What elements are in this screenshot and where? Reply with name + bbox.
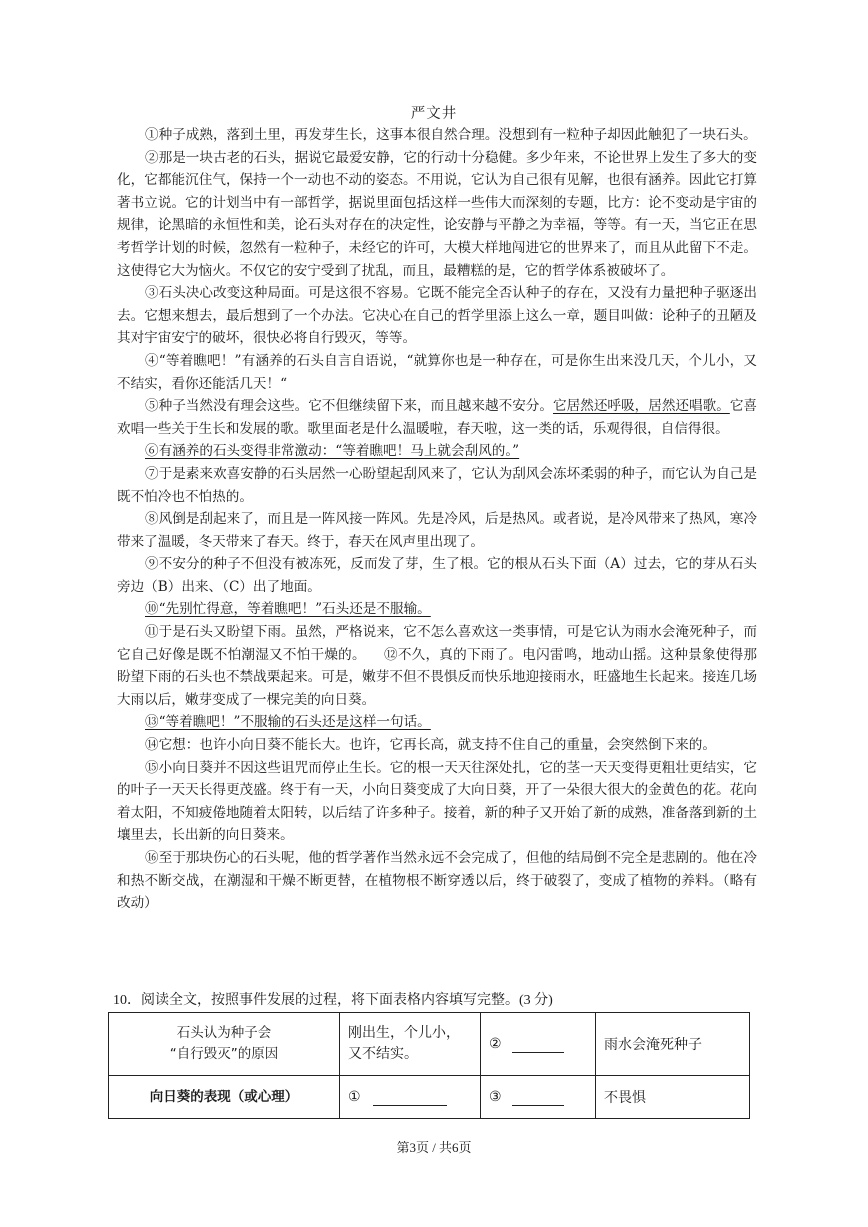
row1-blank-2-cell[interactable] bbox=[481, 1013, 596, 1076]
row1-label-line2: “自行毁灭”的原因 bbox=[169, 1046, 279, 1062]
row1-label-cell bbox=[109, 1013, 340, 1076]
blank-1-line[interactable] bbox=[373, 1089, 447, 1106]
paragraph-12: ⑫不久，真的下雨了。电闪雷鸣，地动山摇。这种景象使得那盼望下雨的石头也不禁战栗起来。可是，嫩芽不但不畏惧反而快乐地迎接雨水，旺盛地生长起来。接连几场大雨以后，嫩芽变成了一棵完美的向日葵。 bbox=[117, 646, 757, 708]
row1-reason-cell: 刚出生，个儿小，又不结实。 bbox=[340, 1013, 481, 1076]
article-body bbox=[117, 124, 757, 915]
blank-2-line[interactable] bbox=[512, 1036, 564, 1053]
table-row bbox=[109, 1076, 750, 1119]
row1-reason-3-cell: 雨水会淹死种子 bbox=[596, 1013, 750, 1076]
paragraph-3: ③石头决心改变这种局面。可是这很不容易。它既不能完全否认种子的存在，又没有力量把种子驱逐出去。它想来想去，最后想到了一个办法。它决心在自己的哲学里添上这么一章，题目叫做：论种子的丑陋及其对宇宙安宁的破坏，很快必将自行毁灭，等等。 bbox=[117, 285, 757, 347]
paragraph-5 bbox=[117, 395, 757, 440]
answer-table bbox=[108, 1012, 750, 1119]
blank-3-number: ③ bbox=[489, 1088, 502, 1105]
blank-1-number: ① bbox=[348, 1088, 361, 1105]
row2-label-cell: 向日葵的表现（或心理） bbox=[109, 1076, 340, 1119]
blank-2-number: ② bbox=[489, 1035, 502, 1052]
author-name: 严文井 bbox=[410, 106, 458, 122]
paragraph-8: ⑧风倒是刮起来了，而且是一阵风接一阵风。先是冷风，后是热风。或者说，是冷风带来了热风，寒冷带来了温暖，冬天带来了春天。终于，春天在风声里出现了。 bbox=[117, 511, 757, 550]
page-number: 第3页 / 共6页 bbox=[396, 1140, 472, 1155]
row2-blank-1-cell[interactable] bbox=[340, 1076, 481, 1119]
table-row bbox=[109, 1013, 750, 1076]
paragraph-16: ⑯至于那块伤心的石头呢，他的哲学著作当然永远不会完成了，但他的结局倒不完全是悲剧的。他在冷和热不断交战，在潮湿和干燥不断更替，在植物根不断穿透以后，终于破裂了，变成了植物的养料。（略有改动） bbox=[117, 850, 757, 912]
paragraph-2: ②那是一块古老的石头，据说它最爱安静，它的行动十分稳健。多少年来，不论世界上发生了多大的变化，它都能沉住气，保持一个一动也不动的姿态。不用说，它认为自己很有见解，也很有涵养。因此它打算著书立说。它的计划当中有一部哲学，据说里面包括这样一些伟大而深刻的专题，比方：论不变动是宇宙的规律，论黑暗的永恒性和美，论石头对存在的决定性，论安静与平静之为幸福，等等。有一天，当它正在思考哲学计划的时候，忽然有一粒种子，未经它的许可，大模大样地闯进它的世界来了，而且从此留下不走。这使得它大为恼火。不仅它的安宁受到了扰乱，而且，最糟糕的是，它的哲学体系被破坏了。 bbox=[117, 149, 757, 279]
paragraph-13 bbox=[117, 711, 757, 734]
paragraph-6 bbox=[117, 440, 757, 463]
row2-reaction-cell: 不畏惧 bbox=[596, 1076, 750, 1119]
paragraph-11-12 bbox=[117, 621, 757, 711]
paragraph-1: ①种子成熟，落到土里，再发芽生长，这事本很自然合理。没想到有一粒种子却因此触犯了一块石头。 bbox=[145, 127, 757, 143]
paragraph-15: ⑮小向日葵并不因这些诅咒而停止生长。它的根一天天往深处扎，它的茎一天天变得更粗壮更结实，它的叶子一天天长得更茂盛。终于有一天，小向日葵变成了大向日葵，开了一朵很大很大的金黄色的花。花向着太阳，不知疲倦地随着太阳转，以后结了许多种子。接着，新的种子又开始了新的成熟，准备落到新的土壤里去，长出新的向日葵来。 bbox=[117, 759, 757, 844]
row1-label-line1: 石头认为种子会 bbox=[176, 1025, 272, 1041]
paragraph-10 bbox=[117, 598, 757, 621]
paragraph-4: ④“等着瞧吧！”有涵养的石头自言自语说，“就算你也是一种存在，可是你生出来没几天，个儿小，又不结实，看你还能活几天！“ bbox=[117, 352, 757, 392]
question-10: 10．阅读全文，按照事件发展的过程，将下面表格内容填写完整。(3 分) bbox=[113, 993, 553, 1008]
paragraph-13-underlined: ⑬“等着瞧吧！”不服输的石头还是这样一句话。 bbox=[145, 714, 431, 731]
paragraph-10-underlined: ⑩“先别忙得意，等着瞧吧！”石头还是不服输。 bbox=[145, 601, 431, 618]
blank-3-line[interactable] bbox=[512, 1089, 564, 1106]
paragraph-5-start: ⑤种子当然没有理会这些。它不但继续留下来，而且越来越不安分。 bbox=[145, 398, 554, 415]
paragraph-14: ⑭它想：也许小向日葵不能长大。也许，它再长高，就支持不住自己的重量，会突然倒下来的。 bbox=[145, 737, 716, 754]
paragraph-6-underlined: ⑥有涵养的石头变得非常激动：“等着瞧吧！马上就会刮风的。” bbox=[145, 443, 520, 460]
paragraph-11: ⑪于是石头又盼望下雨。虽然，严格说来，它不怎么喜欢这一类事情，可是它认为雨水会淹死种子，而它自己好像是既不怕潮湿又不怕干燥的。 bbox=[117, 624, 757, 663]
paragraph-5-underlined: 它居然还呼吸，居然还唱歌。 bbox=[553, 398, 730, 415]
paragraph-9: ⑨不安分的种子不但没有被冻死，反而发了芽，生了根。它的根从石头下面（A）过去，它的芽从石头旁边（B）出来、（C）出了地面。 bbox=[117, 556, 757, 595]
paragraph-7: ⑦于是素来欢喜安静的石头居然一心盼望起刮风来了，它认为刮风会冻坏柔弱的种子，而它认为自己是既不怕冷也不怕热的。 bbox=[117, 465, 757, 505]
row2-blank-3-cell[interactable] bbox=[481, 1076, 596, 1119]
paragraph-5-end: 它喜欢唱一些关于生长和发展的歌。歌里面老是什么温暖啦，春天啦，这一类的话，乐观得很，自信得很。 bbox=[117, 398, 758, 437]
